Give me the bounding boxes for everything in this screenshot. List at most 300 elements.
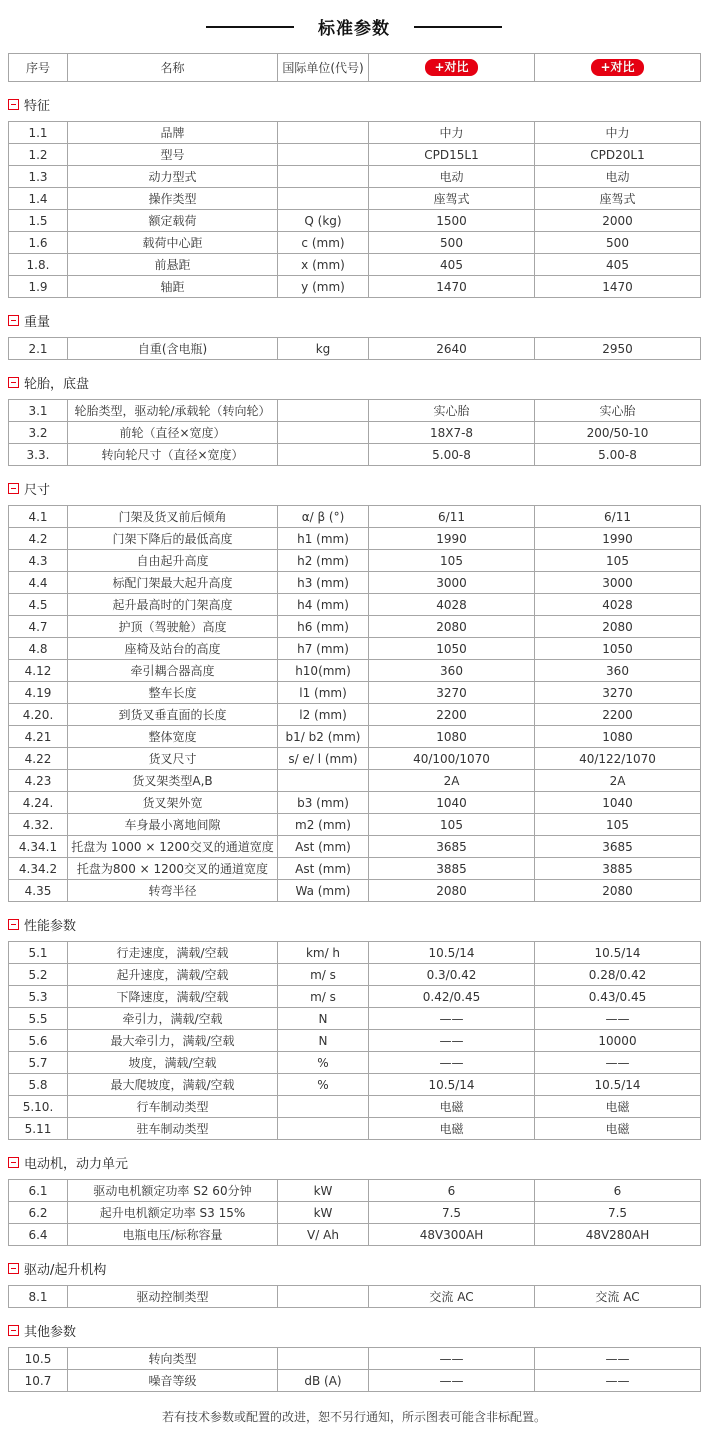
row-unit-cell xyxy=(278,770,369,792)
row-unit-cell: m/ s xyxy=(278,986,369,1008)
row-value-cell-2: 1050 xyxy=(535,638,701,660)
row-unit-cell: x (mm) xyxy=(278,254,369,276)
table-row xyxy=(9,964,701,986)
row-unit-cell: c (mm) xyxy=(278,232,369,254)
row-name-cell: 座椅及站台的高度 xyxy=(68,638,278,660)
row-name-cell: 前悬距 xyxy=(68,254,278,276)
row-value-cell-2: 2080 xyxy=(535,616,701,638)
row-name-cell: 自由起升高度 xyxy=(68,550,278,572)
row-value-cell-1: —— xyxy=(369,1030,535,1052)
section xyxy=(8,1153,700,1246)
row-value-cell-2: 6/11 xyxy=(535,506,701,528)
row-name-cell: 牵引力，满载/空载 xyxy=(68,1008,278,1030)
row-unit-cell: b1/ b2 (mm) xyxy=(278,726,369,748)
section-header xyxy=(8,1321,700,1340)
table-row xyxy=(9,1286,701,1308)
section-label: 其他参数 xyxy=(24,1325,77,1340)
row-value-cell-1: 500 xyxy=(369,232,535,254)
row-value-cell-1: 1040 xyxy=(369,792,535,814)
row-no-cell: 6.2 xyxy=(9,1202,68,1224)
row-value-cell-1: 5.00-8 xyxy=(369,444,535,466)
row-name-cell: 货叉尺寸 xyxy=(68,748,278,770)
row-unit-cell: y (mm) xyxy=(278,276,369,298)
col-header-name: 名称 xyxy=(68,54,278,82)
row-name-cell: 动力型式 xyxy=(68,166,278,188)
section-label: 驱动/起升机构 xyxy=(24,1263,107,1278)
row-value-cell-1: 40/100/1070 xyxy=(369,748,535,770)
row-name-cell: 起升速度，满载/空载 xyxy=(68,964,278,986)
row-name-cell: 托盘为800 × 1200交叉的通道宽度 xyxy=(68,858,278,880)
row-unit-cell: km/ h xyxy=(278,942,369,964)
row-unit-cell: Wa (mm) xyxy=(278,880,369,902)
row-no-cell: 5.5 xyxy=(9,1008,68,1030)
section xyxy=(8,95,700,298)
header-row xyxy=(9,54,701,82)
row-value-cell-1: 2080 xyxy=(369,880,535,902)
row-value-cell-1: 2A xyxy=(369,770,535,792)
row-no-cell: 4.24. xyxy=(9,792,68,814)
row-no-cell: 3.3. xyxy=(9,444,68,466)
row-no-cell: 5.3 xyxy=(9,986,68,1008)
table-row xyxy=(9,276,701,298)
row-value-cell-1: —— xyxy=(369,1348,535,1370)
row-name-cell: 牵引耦合器高度 xyxy=(68,660,278,682)
row-no-cell: 4.7 xyxy=(9,616,68,638)
table-row xyxy=(9,858,701,880)
table-row xyxy=(9,1180,701,1202)
row-unit-cell xyxy=(278,188,369,210)
row-name-cell: 行车制动类型 xyxy=(68,1096,278,1118)
row-value-cell-1: 7.5 xyxy=(369,1202,535,1224)
row-value-cell-1: 3000 xyxy=(369,572,535,594)
row-value-cell-1: 2640 xyxy=(369,338,535,360)
row-no-cell: 1.2 xyxy=(9,144,68,166)
table-row xyxy=(9,1370,701,1392)
row-value-cell-1: 3885 xyxy=(369,858,535,880)
row-name-cell: 门架下降后的最低高度 xyxy=(68,528,278,550)
row-unit-cell: h6 (mm) xyxy=(278,616,369,638)
row-value-cell-1: 1050 xyxy=(369,638,535,660)
section xyxy=(8,915,700,1140)
row-value-cell-1: 360 xyxy=(369,660,535,682)
page-title: 标准参数 xyxy=(318,19,390,39)
row-name-cell: 轮胎类型，驱动轮/承载轮（转向轮） xyxy=(68,400,278,422)
spec-header-table xyxy=(8,53,701,82)
table-row xyxy=(9,506,701,528)
row-name-cell: 起升电机额定功率 S3 15% xyxy=(68,1202,278,1224)
row-name-cell: 标配门架最大起升高度 xyxy=(68,572,278,594)
table-row xyxy=(9,726,701,748)
row-value-cell-1: 10.5/14 xyxy=(369,1074,535,1096)
row-unit-cell: % xyxy=(278,1052,369,1074)
table-row xyxy=(9,1052,701,1074)
row-unit-cell: kW xyxy=(278,1202,369,1224)
row-value-cell-2: 3685 xyxy=(535,836,701,858)
row-value-cell-2: 105 xyxy=(535,814,701,836)
row-unit-cell: kW xyxy=(278,1180,369,1202)
row-value-cell-1: 405 xyxy=(369,254,535,276)
row-value-cell-2: 电动 xyxy=(535,166,701,188)
row-no-cell: 4.22 xyxy=(9,748,68,770)
table-row xyxy=(9,122,701,144)
row-value-cell-2: 10.5/14 xyxy=(535,1074,701,1096)
row-no-cell: 5.7 xyxy=(9,1052,68,1074)
row-no-cell: 4.35 xyxy=(9,880,68,902)
collapse-minus-icon[interactable] xyxy=(8,99,19,110)
row-name-cell: 下降速度，满载/空载 xyxy=(68,986,278,1008)
section-header xyxy=(8,311,700,330)
row-value-cell-1: 3270 xyxy=(369,682,535,704)
row-name-cell: 电瓶电压/标称容量 xyxy=(68,1224,278,1246)
compare-button-1[interactable]: +对比 xyxy=(425,59,477,76)
row-name-cell: 护顶（驾驶舱）高度 xyxy=(68,616,278,638)
row-no-cell: 1.4 xyxy=(9,188,68,210)
row-unit-cell xyxy=(278,1096,369,1118)
row-no-cell: 4.2 xyxy=(9,528,68,550)
table-row xyxy=(9,1348,701,1370)
row-unit-cell xyxy=(278,1118,369,1140)
row-value-cell-1: 105 xyxy=(369,814,535,836)
row-value-cell-2: 1040 xyxy=(535,792,701,814)
row-value-cell-1: 实心胎 xyxy=(369,400,535,422)
collapse-minus-icon[interactable] xyxy=(8,1325,19,1336)
row-unit-cell: s/ e/ l (mm) xyxy=(278,748,369,770)
row-unit-cell: N xyxy=(278,1030,369,1052)
row-no-cell: 4.12 xyxy=(9,660,68,682)
page-title-block xyxy=(8,14,700,39)
row-value-cell-1: 中力 xyxy=(369,122,535,144)
collapse-minus-icon[interactable] xyxy=(8,919,19,930)
section-table xyxy=(8,337,701,360)
row-name-cell: 前轮（直径×宽度） xyxy=(68,422,278,444)
collapse-minus-icon[interactable] xyxy=(8,1157,19,1168)
row-value-cell-2: —— xyxy=(535,1008,701,1030)
row-unit-cell xyxy=(278,122,369,144)
row-name-cell: 自重(含电瓶) xyxy=(68,338,278,360)
section xyxy=(8,479,700,902)
row-no-cell: 1.5 xyxy=(9,210,68,232)
row-no-cell: 5.10. xyxy=(9,1096,68,1118)
section xyxy=(8,311,700,360)
section-header xyxy=(8,1153,700,1172)
row-name-cell: 驻车制动类型 xyxy=(68,1118,278,1140)
table-row xyxy=(9,232,701,254)
col-header-model-1 xyxy=(369,54,535,82)
row-name-cell: 型号 xyxy=(68,144,278,166)
row-value-cell-1: 6/11 xyxy=(369,506,535,528)
section-label: 轮胎，底盘 xyxy=(24,377,90,392)
row-value-cell-1: 4028 xyxy=(369,594,535,616)
row-value-cell-1: CPD15L1 xyxy=(369,144,535,166)
row-unit-cell: Ast (mm) xyxy=(278,836,369,858)
table-row xyxy=(9,400,701,422)
row-value-cell-1: 电动 xyxy=(369,166,535,188)
row-value-cell-1: 1080 xyxy=(369,726,535,748)
row-value-cell-1: 交流 AC xyxy=(369,1286,535,1308)
section-label: 特征 xyxy=(24,99,51,114)
row-unit-cell: m/ s xyxy=(278,964,369,986)
row-name-cell: 货叉架类型A,B xyxy=(68,770,278,792)
row-no-cell: 4.34.1 xyxy=(9,836,68,858)
row-value-cell-1: 2200 xyxy=(369,704,535,726)
collapse-minus-icon[interactable] xyxy=(8,315,19,326)
row-name-cell: 整车长度 xyxy=(68,682,278,704)
row-value-cell-2: 4028 xyxy=(535,594,701,616)
row-unit-cell: α/ β (°) xyxy=(278,506,369,528)
row-value-cell-1: —— xyxy=(369,1370,535,1392)
row-name-cell: 转弯半径 xyxy=(68,880,278,902)
table-row xyxy=(9,682,701,704)
row-unit-cell xyxy=(278,144,369,166)
row-unit-cell: h7 (mm) xyxy=(278,638,369,660)
row-no-cell: 3.2 xyxy=(9,422,68,444)
row-value-cell-2: —— xyxy=(535,1052,701,1074)
row-value-cell-2: 2200 xyxy=(535,704,701,726)
row-value-cell-1: 105 xyxy=(369,550,535,572)
row-unit-cell: h2 (mm) xyxy=(278,550,369,572)
section xyxy=(8,1321,700,1392)
section-label: 重量 xyxy=(24,315,51,330)
row-value-cell-1: 电磁 xyxy=(369,1118,535,1140)
row-value-cell-1: 0.3/0.42 xyxy=(369,964,535,986)
section-header xyxy=(8,373,700,392)
row-value-cell-2: 500 xyxy=(535,232,701,254)
table-row xyxy=(9,1224,701,1246)
row-no-cell: 4.19 xyxy=(9,682,68,704)
col-header-no: 序号 xyxy=(9,54,68,82)
row-no-cell: 3.1 xyxy=(9,400,68,422)
section-table xyxy=(8,121,701,298)
title-rule-left xyxy=(206,26,294,28)
row-name-cell: 噪音等级 xyxy=(68,1370,278,1392)
row-value-cell-2: 2A xyxy=(535,770,701,792)
row-name-cell: 门架及货叉前后倾角 xyxy=(68,506,278,528)
table-row xyxy=(9,660,701,682)
table-row xyxy=(9,572,701,594)
row-no-cell: 4.20. xyxy=(9,704,68,726)
row-name-cell: 转向类型 xyxy=(68,1348,278,1370)
row-unit-cell: N xyxy=(278,1008,369,1030)
section-label: 电动机，动力单元 xyxy=(24,1157,129,1172)
section-label: 尺寸 xyxy=(24,483,51,498)
table-row xyxy=(9,166,701,188)
table-row xyxy=(9,880,701,902)
table-row xyxy=(9,1202,701,1224)
row-unit-cell: l2 (mm) xyxy=(278,704,369,726)
row-no-cell: 1.1 xyxy=(9,122,68,144)
row-no-cell: 1.3 xyxy=(9,166,68,188)
row-value-cell-2: —— xyxy=(535,1370,701,1392)
row-value-cell-2: 2950 xyxy=(535,338,701,360)
row-unit-cell: h4 (mm) xyxy=(278,594,369,616)
row-unit-cell: h3 (mm) xyxy=(278,572,369,594)
row-name-cell: 轴距 xyxy=(68,276,278,298)
table-row xyxy=(9,422,701,444)
row-value-cell-1: 2080 xyxy=(369,616,535,638)
row-no-cell: 5.6 xyxy=(9,1030,68,1052)
table-row xyxy=(9,144,701,166)
table-row xyxy=(9,986,701,1008)
row-value-cell-2: 5.00-8 xyxy=(535,444,701,466)
row-value-cell-2: 3885 xyxy=(535,858,701,880)
row-unit-cell xyxy=(278,444,369,466)
row-value-cell-2: 200/50-10 xyxy=(535,422,701,444)
row-value-cell-1: 1500 xyxy=(369,210,535,232)
row-no-cell: 2.1 xyxy=(9,338,68,360)
row-no-cell: 5.11 xyxy=(9,1118,68,1140)
row-no-cell: 4.34.2 xyxy=(9,858,68,880)
row-no-cell: 1.9 xyxy=(9,276,68,298)
row-value-cell-2: 10000 xyxy=(535,1030,701,1052)
row-name-cell: 车身最小离地间隙 xyxy=(68,814,278,836)
row-value-cell-2: 电磁 xyxy=(535,1118,701,1140)
table-row xyxy=(9,836,701,858)
table-row xyxy=(9,188,701,210)
row-value-cell-2: 405 xyxy=(535,254,701,276)
row-unit-cell: V/ Ah xyxy=(278,1224,369,1246)
collapse-minus-icon[interactable] xyxy=(8,483,19,494)
row-name-cell: 最大牵引力，满载/空载 xyxy=(68,1030,278,1052)
section-header xyxy=(8,95,700,114)
row-value-cell-2: 0.43/0.45 xyxy=(535,986,701,1008)
row-value-cell-2: 10.5/14 xyxy=(535,942,701,964)
row-name-cell: 载荷中心距 xyxy=(68,232,278,254)
row-value-cell-2: 2000 xyxy=(535,210,701,232)
section-label: 性能参数 xyxy=(24,919,77,934)
row-value-cell-2: —— xyxy=(535,1348,701,1370)
table-row xyxy=(9,638,701,660)
row-no-cell: 4.1 xyxy=(9,506,68,528)
row-value-cell-2: 1990 xyxy=(535,528,701,550)
row-name-cell: 托盘为 1000 × 1200交叉的通道宽度 xyxy=(68,836,278,858)
row-value-cell-1: 1470 xyxy=(369,276,535,298)
row-no-cell: 5.8 xyxy=(9,1074,68,1096)
row-value-cell-2: CPD20L1 xyxy=(535,144,701,166)
row-no-cell: 10.5 xyxy=(9,1348,68,1370)
row-name-cell: 品牌 xyxy=(68,122,278,144)
col-header-model-2 xyxy=(535,54,701,82)
row-no-cell: 4.5 xyxy=(9,594,68,616)
collapse-minus-icon[interactable] xyxy=(8,1263,19,1274)
table-row xyxy=(9,1096,701,1118)
row-no-cell: 1.6 xyxy=(9,232,68,254)
collapse-minus-icon[interactable] xyxy=(8,377,19,388)
row-value-cell-2: 3000 xyxy=(535,572,701,594)
section-header xyxy=(8,1259,700,1278)
row-no-cell: 4.23 xyxy=(9,770,68,792)
section-table xyxy=(8,1347,701,1392)
row-no-cell: 4.32. xyxy=(9,814,68,836)
table-row xyxy=(9,616,701,638)
row-value-cell-1: 6 xyxy=(369,1180,535,1202)
row-unit-cell: b3 (mm) xyxy=(278,792,369,814)
row-name-cell: 额定载荷 xyxy=(68,210,278,232)
row-unit-cell: kg xyxy=(278,338,369,360)
row-name-cell: 驱动电机额定功率 S2 60分钟 xyxy=(68,1180,278,1202)
row-value-cell-2: 电磁 xyxy=(535,1096,701,1118)
section-table xyxy=(8,1285,701,1308)
section-header xyxy=(8,915,700,934)
compare-button-2[interactable]: +对比 xyxy=(591,59,643,76)
row-no-cell: 10.7 xyxy=(9,1370,68,1392)
sections xyxy=(8,95,700,1392)
table-row xyxy=(9,210,701,232)
row-value-cell-2: 360 xyxy=(535,660,701,682)
row-value-cell-2: 6 xyxy=(535,1180,701,1202)
table-row xyxy=(9,1030,701,1052)
row-unit-cell xyxy=(278,422,369,444)
row-unit-cell: l1 (mm) xyxy=(278,682,369,704)
row-no-cell: 6.4 xyxy=(9,1224,68,1246)
row-value-cell-2: 1470 xyxy=(535,276,701,298)
row-value-cell-2: 实心胎 xyxy=(535,400,701,422)
row-value-cell-1: 0.42/0.45 xyxy=(369,986,535,1008)
row-name-cell: 货叉架外宽 xyxy=(68,792,278,814)
row-no-cell: 4.4 xyxy=(9,572,68,594)
section-header xyxy=(8,479,700,498)
row-no-cell: 5.2 xyxy=(9,964,68,986)
section-table xyxy=(8,399,701,466)
row-value-cell-2: 3270 xyxy=(535,682,701,704)
row-value-cell-2: 48V280AH xyxy=(535,1224,701,1246)
row-value-cell-1: 1990 xyxy=(369,528,535,550)
row-name-cell: 坡度，满载/空载 xyxy=(68,1052,278,1074)
row-unit-cell xyxy=(278,1348,369,1370)
row-no-cell: 4.8 xyxy=(9,638,68,660)
row-value-cell-2: 座驾式 xyxy=(535,188,701,210)
row-name-cell: 行走速度，满载/空载 xyxy=(68,942,278,964)
table-row xyxy=(9,792,701,814)
row-value-cell-2: 交流 AC xyxy=(535,1286,701,1308)
table-row xyxy=(9,254,701,276)
row-unit-cell: h1 (mm) xyxy=(278,528,369,550)
section-table xyxy=(8,1179,701,1246)
row-no-cell: 4.21 xyxy=(9,726,68,748)
row-value-cell-1: 10.5/14 xyxy=(369,942,535,964)
table-row xyxy=(9,1074,701,1096)
table-row xyxy=(9,338,701,360)
row-value-cell-2: 105 xyxy=(535,550,701,572)
row-value-cell-2: 中力 xyxy=(535,122,701,144)
row-value-cell-2: 1080 xyxy=(535,726,701,748)
title-rule-right xyxy=(414,26,502,28)
row-no-cell: 4.3 xyxy=(9,550,68,572)
section-table xyxy=(8,505,701,902)
footer-disclaimer: 若有技术参数或配置的改进，恕不另行通知，所示图表可能含非标配置。 xyxy=(161,1410,546,1424)
table-row xyxy=(9,550,701,572)
row-no-cell: 5.1 xyxy=(9,942,68,964)
row-unit-cell: % xyxy=(278,1074,369,1096)
table-row xyxy=(9,594,701,616)
row-name-cell: 整体宽度 xyxy=(68,726,278,748)
row-value-cell-1: —— xyxy=(369,1008,535,1030)
row-value-cell-1: 18X7-8 xyxy=(369,422,535,444)
row-value-cell-2: 2080 xyxy=(535,880,701,902)
table-row xyxy=(9,1008,701,1030)
row-unit-cell xyxy=(278,400,369,422)
row-name-cell: 最大爬坡度，满载/空载 xyxy=(68,1074,278,1096)
table-row xyxy=(9,704,701,726)
section xyxy=(8,373,700,466)
section xyxy=(8,1259,700,1308)
row-value-cell-2: 7.5 xyxy=(535,1202,701,1224)
row-unit-cell: Ast (mm) xyxy=(278,858,369,880)
row-name-cell: 驱动控制类型 xyxy=(68,1286,278,1308)
table-row xyxy=(9,444,701,466)
row-value-cell-1: 48V300AH xyxy=(369,1224,535,1246)
row-value-cell-2: 0.28/0.42 xyxy=(535,964,701,986)
row-unit-cell: m2 (mm) xyxy=(278,814,369,836)
